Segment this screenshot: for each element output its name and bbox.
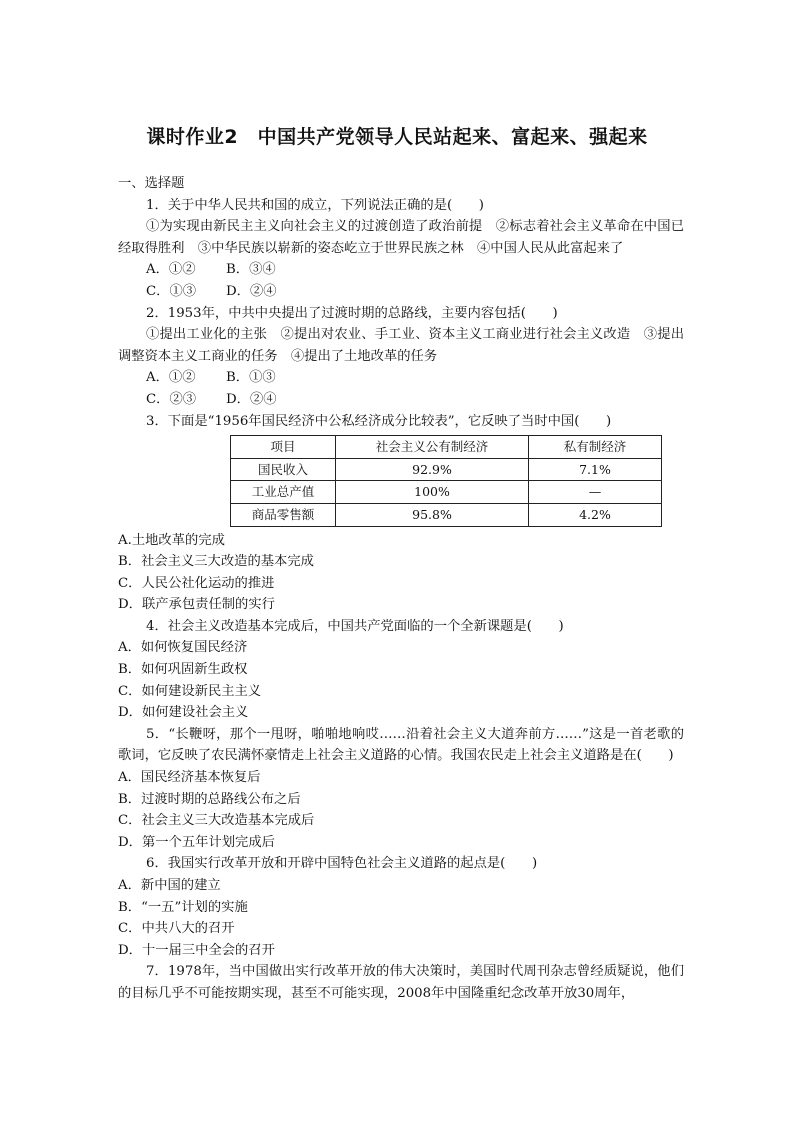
option[interactable]: A．新中国的建立 <box>118 878 221 893</box>
table-cell: 95.8% <box>336 503 529 526</box>
option[interactable]: B．③④ <box>226 262 276 278</box>
question-list <box>118 173 684 1005</box>
table-row <box>231 503 662 526</box>
table-header-row <box>231 436 662 459</box>
section-heading: 一、选择题 <box>118 176 185 191</box>
option[interactable]: C．中共八大的召开 <box>118 921 235 937</box>
question-5-stem: 5．“长鞭呀，那个一甩呀，啪啪地响哎……沿着社会主义大道奔前方……”这是一首老歌的歌词，它反映了农民满怀豪情走上社会主义道路的心情。我国农民走上社会主义道路是在( ) <box>118 726 684 764</box>
option[interactable]: A．国民经济基本恢复后 <box>118 770 261 786</box>
table-cell: 92.9% <box>336 458 529 481</box>
table-cell: 4.2% <box>529 503 662 526</box>
option[interactable]: D．十一届三中全会的召开 <box>118 942 275 958</box>
option[interactable]: D．如何建设社会主义 <box>118 705 249 721</box>
question-7-stem: 7．1978年，当中国做出实行改革开放的伟大决策时，美国时代周刊杂志曾经质疑说，他们的目标几乎不可能按期实现，甚至不可能实现，2008年中国隆重纪念改革开放30周年， <box>118 964 684 1001</box>
option[interactable]: D．②④ <box>226 391 277 407</box>
option[interactable]: B．“一五”计划的实施 <box>118 899 248 915</box>
question-4-stem: 4．社会主义改造基本完成后，中国共产党面临的一个全新课题是( ) <box>146 618 564 634</box>
table-cell: 商品零售额 <box>231 503 336 526</box>
question-2-body: ①提出工业化的主张 ②提出对农业、手工业、资本主义工商业进行社会主义改造 ③提出调整资本主义工商业的任务 ④提出了土地改革的任务 <box>118 327 684 364</box>
option[interactable]: B．①③ <box>226 370 276 386</box>
option[interactable]: D．第一个五年计划完成后 <box>118 834 275 850</box>
page-title: 课时作业2 中国共产党领导人民站起来、富起来、强起来 <box>146 126 648 148</box>
question-1-stem: 1．关于中华人民共和国的成立，下列说法正确的是( ) <box>146 197 484 213</box>
option[interactable]: D．联产承包责任制的实行 <box>118 597 275 613</box>
table-row <box>231 458 662 481</box>
question-2-options <box>118 389 684 411</box>
question-6-stem: 6．我国实行改革开放和开辟中国特色社会主义道路的起点是( ) <box>146 856 538 872</box>
question-2-options <box>118 367 684 389</box>
table-cell: 7.1% <box>529 458 662 481</box>
option[interactable]: A．①② <box>146 370 196 386</box>
option[interactable]: A．①② <box>146 262 196 278</box>
option[interactable]: C．社会主义三大改造基本完成后 <box>118 813 315 829</box>
option[interactable]: B．如何巩固新生政权 <box>118 662 248 678</box>
option[interactable]: A.土地改革的完成 <box>118 532 225 548</box>
option[interactable]: A．如何恢复国民经济 <box>118 640 248 656</box>
question-2-stem: 2．1953年，中共中央提出了过渡时期的总路线，主要内容包括( ) <box>146 305 558 321</box>
question-1-options <box>118 259 684 281</box>
option[interactable]: B．社会主义三大改造的基本完成 <box>118 554 314 570</box>
table-cell: — <box>529 481 662 504</box>
table-cell: 国民收入 <box>231 458 336 481</box>
table-row <box>231 481 662 504</box>
table-cell: 工业总产值 <box>231 481 336 504</box>
option[interactable]: C．如何建设新民主主义 <box>118 683 262 699</box>
option[interactable]: B．过渡时期的总路线公布之后 <box>118 791 301 807</box>
table-header-cell: 私有制经济 <box>529 436 662 459</box>
table-cell: 100% <box>336 481 529 504</box>
option[interactable]: D．②④ <box>226 283 277 299</box>
question-1-body: ①为实现由新民主主义向社会主义的过渡创造了政治前提 ②标志着社会主义革命在中国已经取得胜利 ③中华民族以崭新的姿态屹立于世界民族之林 ④中国人民从此富起来了 <box>118 219 684 256</box>
option[interactable]: C．①③ <box>146 283 197 299</box>
economy-comparison-table <box>230 435 662 526</box>
table-header-cell: 社会主义公有制经济 <box>336 436 529 459</box>
table-header-cell: 项目 <box>231 436 336 459</box>
option[interactable]: C．人民公社化运动的推进 <box>118 575 275 591</box>
question-1-options <box>118 281 684 303</box>
option[interactable]: C．②③ <box>146 391 197 407</box>
question-3-stem: 3．下面是“1956年国民经济中公私经济成分比较表”，它反映了当时中国( ) <box>146 413 612 429</box>
